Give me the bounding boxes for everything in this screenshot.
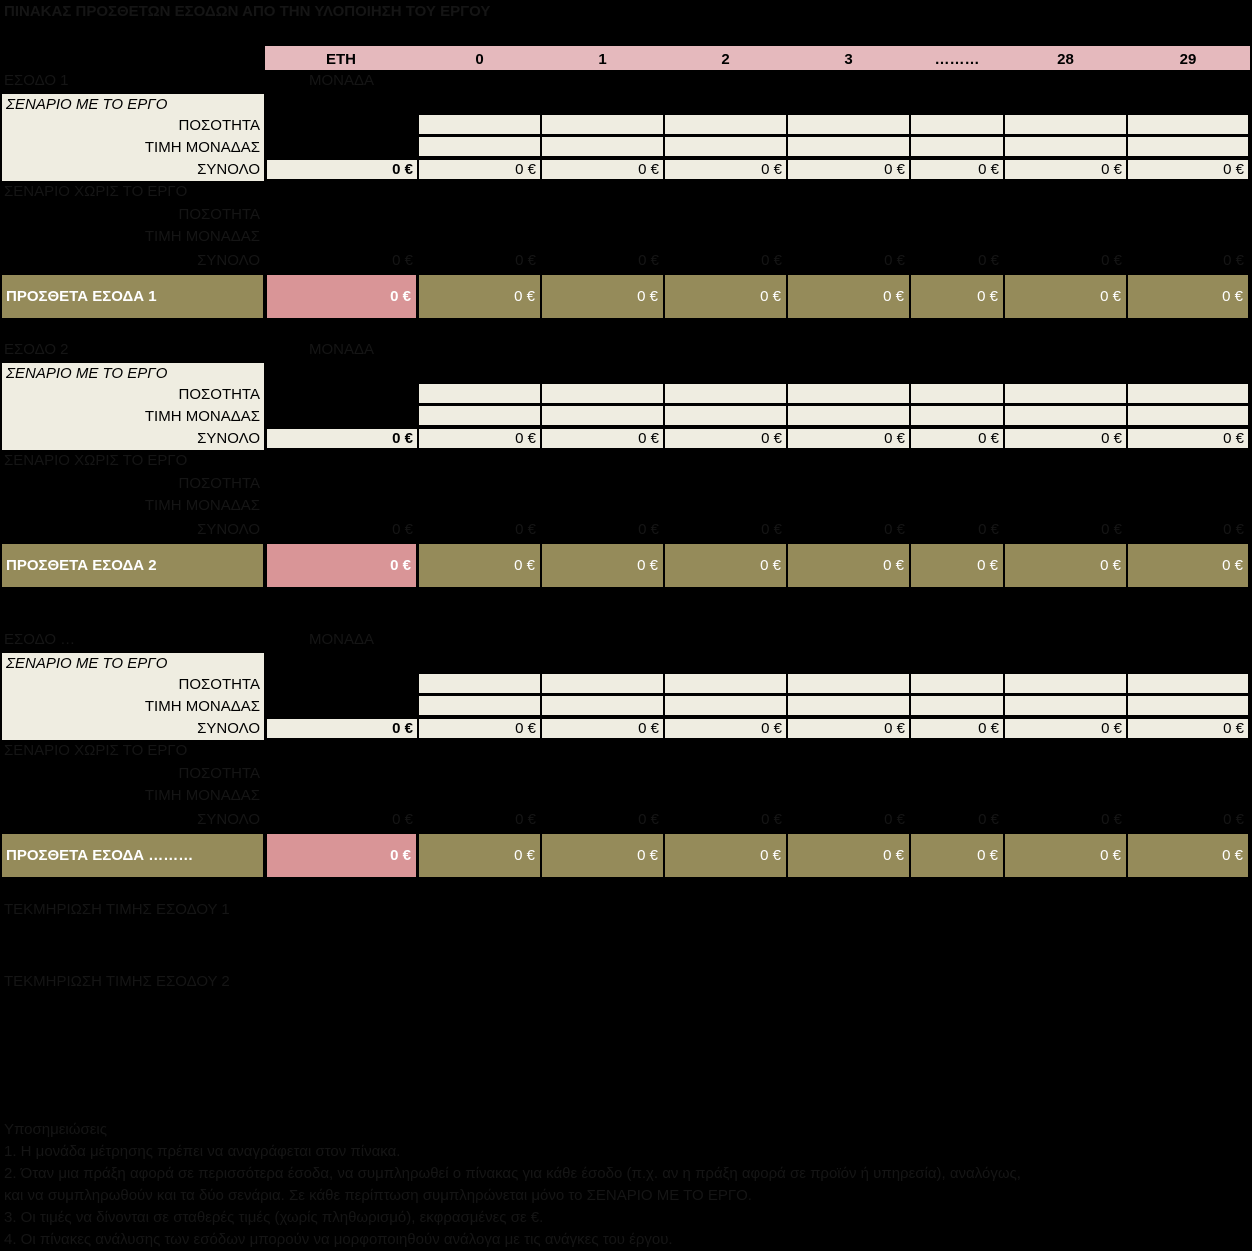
- with-scenario-label: ΣΕΝΑΡΙΟ ΜΕ ΤΟ ΕΡΓΟ: [6, 96, 168, 113]
- quantity-label: ΠΟΣΟΤΗΤΑ: [178, 386, 260, 403]
- without-total-cell: 0 €: [761, 252, 782, 269]
- without-total-cell: 0 €: [978, 521, 999, 538]
- quantity-input[interactable]: [1128, 674, 1248, 693]
- without-quantity-label: ΠΟΣΟΤΗΤΑ: [178, 765, 260, 782]
- without-total-cell: 0 €: [638, 521, 659, 538]
- without-unit-price-label: ΤΙΜΗ ΜΟΝΑΔΑΣ: [144, 787, 260, 804]
- without-total-cell: 0 €: [978, 811, 999, 828]
- with-total-cell: 0 €: [788, 719, 909, 738]
- additional-revenue-cell: 0 €: [911, 834, 1003, 877]
- with-total-sum: 0 €: [267, 429, 417, 448]
- unit-price-input[interactable]: [911, 406, 1003, 425]
- unit-price-label: ΤΙΜΗ ΜΟΝΑΔΑΣ: [144, 139, 260, 156]
- header-year-6: 29: [1128, 46, 1248, 70]
- without-total-sum: 0 €: [392, 252, 413, 269]
- with-total-cell: 0 €: [665, 160, 786, 179]
- additional-revenue-total: 0 €: [267, 834, 416, 877]
- quantity-label: ΠΟΣΟΤΗΤΑ: [178, 676, 260, 693]
- unit-price-input[interactable]: [1005, 137, 1126, 156]
- additional-revenue-cell: 0 €: [542, 834, 663, 877]
- with-scenario-label: ΣΕΝΑΡΙΟ ΜΕ ΤΟ ΕΡΓΟ: [6, 655, 168, 672]
- without-total-cell: 0 €: [761, 521, 782, 538]
- unit-price-input[interactable]: [542, 137, 663, 156]
- without-total-cell: 0 €: [1223, 811, 1244, 828]
- header-year-0: 0: [419, 46, 540, 70]
- quantity-input[interactable]: [419, 674, 540, 693]
- quantity-input[interactable]: [665, 384, 786, 403]
- quantity-input[interactable]: [542, 674, 663, 693]
- additional-revenue-label: ΠΡΟΣΘΕΤΑ ΕΣΟΔΑ 2: [2, 544, 263, 587]
- with-total-cell: 0 €: [788, 429, 909, 448]
- quantity-input[interactable]: [1005, 115, 1126, 134]
- quantity-input[interactable]: [542, 115, 663, 134]
- unit-price-input[interactable]: [665, 406, 786, 425]
- header-year-5: 28: [1005, 46, 1126, 70]
- with-total-sum: 0 €: [267, 160, 417, 179]
- without-scenario-label: ΣΕΝΑΡΙΟ ΧΩΡΙΣ ΤΟ ΕΡΓΟ: [4, 183, 188, 200]
- without-total-cell: 0 €: [1223, 521, 1244, 538]
- without-total-cell: 0 €: [1101, 811, 1122, 828]
- additional-revenue-cell: 0 €: [1005, 834, 1126, 877]
- without-total-cell: 0 €: [1101, 521, 1122, 538]
- total-label: ΣΥΝΟΛΟ: [197, 720, 260, 737]
- quantity-input[interactable]: [911, 115, 1003, 134]
- total-label: ΣΥΝΟΛΟ: [197, 161, 260, 178]
- without-total-cell: 0 €: [761, 811, 782, 828]
- unit-price-input[interactable]: [788, 137, 909, 156]
- footnote: 2. Όταν μια πράξη αφορά σε περισσότερα έσοδα, να συμπληρωθεί ο πίνακας για κάθε έσοδο (π.χ. αν η πράξη αφορά σε προϊόν ή υπηρεσία), αναλόγως,: [4, 1165, 1021, 1182]
- quantity-label: ΠΟΣΟΤΗΤΑ: [178, 117, 260, 134]
- without-total-sum: 0 €: [392, 521, 413, 538]
- quantity-input[interactable]: [419, 384, 540, 403]
- with-total-cell: 0 €: [1128, 160, 1248, 179]
- with-scenario-label: ΣΕΝΑΡΙΟ ΜΕ ΤΟ ΕΡΓΟ: [6, 365, 168, 382]
- footnote: και να συμπληρωθούν και τα δύο σενάρια. Σε κάθε περίπτωση συμπληρώνεται μόνο το ΣΕΝΑΡΙΟ ΜΕ ΤΟ ΕΡΓΟ.: [4, 1187, 752, 1204]
- with-total-cell: 0 €: [542, 719, 663, 738]
- footnote: 1. Η μονάδα μέτρησης πρέπει να αναγράφεται στον πίνακα.: [4, 1143, 401, 1160]
- unit-price-input[interactable]: [788, 696, 909, 715]
- without-unit-price-label: ΤΙΜΗ ΜΟΝΑΔΑΣ: [144, 228, 260, 245]
- unit-price-label: ΤΙΜΗ ΜΟΝΑΔΑΣ: [144, 408, 260, 425]
- unit-price-input[interactable]: [1128, 137, 1248, 156]
- unit-price-input[interactable]: [419, 406, 540, 425]
- additional-revenue-cell: 0 €: [788, 834, 909, 877]
- product-label: ΕΣΟΔΟ 1: [4, 72, 69, 89]
- quantity-input[interactable]: [542, 384, 663, 403]
- quantity-input[interactable]: [911, 384, 1003, 403]
- price-note-1: ΤΕΚΜΗΡΙΩΣΗ ΤΙΜΗΣ ΕΣΟΔΟΥ 1: [4, 901, 230, 918]
- with-total-cell: 0 €: [1005, 160, 1126, 179]
- with-total-cell: 0 €: [542, 160, 663, 179]
- without-total-cell: 0 €: [638, 811, 659, 828]
- with-total-cell: 0 €: [788, 160, 909, 179]
- header-year-1: 1: [542, 46, 663, 70]
- unit-price-input[interactable]: [665, 137, 786, 156]
- additional-revenue-cell: 0 €: [1005, 275, 1126, 318]
- without-total-cell: 0 €: [884, 252, 905, 269]
- without-total-label: ΣΥΝΟΛΟ: [197, 811, 260, 828]
- with-total-cell: 0 €: [665, 429, 786, 448]
- without-total-cell: 0 €: [884, 811, 905, 828]
- with-total-cell: 0 €: [419, 719, 540, 738]
- unit-price-input[interactable]: [911, 696, 1003, 715]
- unit-price-input[interactable]: [542, 696, 663, 715]
- notes-title: Υποσημειώσεις: [4, 1121, 107, 1138]
- page-title: ΠΙΝΑΚΑΣ ΠΡΟΣΘΕΤΩΝ ΕΣΟΔΩΝ ΑΠΟ ΤΗΝ ΥΛΟΠΟΙΗΣΗ ΤΟΥ ΕΡΓΟΥ: [4, 3, 491, 20]
- additional-revenue-label: ΠΡΟΣΘΕΤΑ ΕΣΟΔΑ ………: [2, 834, 263, 877]
- unit-price-input[interactable]: [911, 137, 1003, 156]
- additional-revenue-cell: 0 €: [419, 834, 540, 877]
- unit-price-input[interactable]: [542, 406, 663, 425]
- quantity-input[interactable]: [665, 674, 786, 693]
- product-label: ΕΣΟΔΟ 2: [4, 341, 69, 358]
- quantity-input[interactable]: [788, 674, 909, 693]
- with-total-cell: 0 €: [419, 429, 540, 448]
- additional-revenue-cell: 0 €: [1005, 544, 1126, 587]
- header-year-4: ………: [911, 46, 1003, 70]
- quantity-input[interactable]: [788, 384, 909, 403]
- additional-revenue-cell: 0 €: [419, 275, 540, 318]
- additional-revenue-cell: 0 €: [665, 275, 786, 318]
- additional-revenue-cell: 0 €: [1128, 275, 1248, 318]
- additional-revenue-total: 0 €: [267, 275, 416, 318]
- without-quantity-label: ΠΟΣΟΤΗΤΑ: [178, 206, 260, 223]
- additional-revenue-cell: 0 €: [1128, 834, 1248, 877]
- with-total-cell: 0 €: [665, 719, 786, 738]
- additional-revenue-cell: 0 €: [788, 544, 909, 587]
- quantity-input[interactable]: [788, 115, 909, 134]
- product-label: ΕΣΟΔΟ …: [4, 631, 76, 648]
- with-total-cell: 0 €: [1005, 429, 1126, 448]
- without-scenario-label: ΣΕΝΑΡΙΟ ΧΩΡΙΣ ΤΟ ΕΡΓΟ: [4, 452, 188, 469]
- footnote: 4. Οι πίνακες ανάλυσης των εσόδων μπορούν να μορφοποιηθούν ανάλογα με τις ανάγκες του έργου.: [4, 1231, 673, 1248]
- additional-revenue-cell: 0 €: [542, 544, 663, 587]
- additional-revenue-cell: 0 €: [911, 275, 1003, 318]
- without-total-label: ΣΥΝΟΛΟ: [197, 252, 260, 269]
- without-quantity-label: ΠΟΣΟΤΗΤΑ: [178, 475, 260, 492]
- quantity-input[interactable]: [419, 115, 540, 134]
- additional-revenue-cell: 0 €: [419, 544, 540, 587]
- quantity-input[interactable]: [1005, 674, 1126, 693]
- with-total-cell: 0 €: [419, 160, 540, 179]
- with-total-sum: 0 €: [267, 719, 417, 738]
- unit-price-input[interactable]: [1005, 406, 1126, 425]
- with-total-cell: 0 €: [911, 160, 1003, 179]
- unit-label: ΜΟΝΑΔΑ: [309, 341, 375, 358]
- quantity-input[interactable]: [665, 115, 786, 134]
- without-total-cell: 0 €: [515, 811, 536, 828]
- additional-revenue-cell: 0 €: [665, 544, 786, 587]
- additional-revenue-cell: 0 €: [542, 275, 663, 318]
- without-total-cell: 0 €: [884, 521, 905, 538]
- with-total-cell: 0 €: [911, 719, 1003, 738]
- without-total-cell: 0 €: [515, 252, 536, 269]
- quantity-input[interactable]: [911, 674, 1003, 693]
- footnote: 3. Οι τιμές να δίνονται σε σταθερές τιμές (χωρίς πληθωρισμό), εκφρασμένες σε €.: [4, 1209, 544, 1226]
- without-total-cell: 0 €: [638, 252, 659, 269]
- without-scenario-label: ΣΕΝΑΡΙΟ ΧΩΡΙΣ ΤΟ ΕΡΓΟ: [4, 742, 188, 759]
- without-total-cell: 0 €: [1101, 252, 1122, 269]
- quantity-input[interactable]: [1005, 384, 1126, 403]
- header-year-2: 2: [665, 46, 786, 70]
- with-total-cell: 0 €: [1128, 719, 1248, 738]
- without-total-cell: 0 €: [515, 521, 536, 538]
- additional-revenue-cell: 0 €: [788, 275, 909, 318]
- additional-revenue-cell: 0 €: [665, 834, 786, 877]
- unit-price-input[interactable]: [419, 137, 540, 156]
- header-years-label: ΕΤΗ: [265, 46, 417, 70]
- total-label: ΣΥΝΟΛΟ: [197, 430, 260, 447]
- with-total-cell: 0 €: [1128, 429, 1248, 448]
- without-total-sum: 0 €: [392, 811, 413, 828]
- unit-price-input[interactable]: [665, 696, 786, 715]
- unit-price-input[interactable]: [1128, 406, 1248, 425]
- additional-revenue-cell: 0 €: [911, 544, 1003, 587]
- without-total-cell: 0 €: [978, 252, 999, 269]
- without-total-cell: 0 €: [1223, 252, 1244, 269]
- without-unit-price-label: ΤΙΜΗ ΜΟΝΑΔΑΣ: [144, 497, 260, 514]
- without-total-label: ΣΥΝΟΛΟ: [197, 521, 260, 538]
- unit-price-input[interactable]: [1005, 696, 1126, 715]
- header-year-3: 3: [788, 46, 909, 70]
- unit-label: ΜΟΝΑΔΑ: [309, 72, 375, 89]
- unit-price-input[interactable]: [1128, 696, 1248, 715]
- with-total-cell: 0 €: [542, 429, 663, 448]
- additional-revenue-total: 0 €: [267, 544, 416, 587]
- with-total-cell: 0 €: [911, 429, 1003, 448]
- price-note-2: ΤΕΚΜΗΡΙΩΣΗ ΤΙΜΗΣ ΕΣΟΔΟΥ 2: [4, 973, 230, 990]
- additional-revenue-label: ΠΡΟΣΘΕΤΑ ΕΣΟΔΑ 1: [2, 275, 263, 318]
- quantity-input[interactable]: [1128, 115, 1248, 134]
- unit-price-input[interactable]: [788, 406, 909, 425]
- quantity-input[interactable]: [1128, 384, 1248, 403]
- with-total-cell: 0 €: [1005, 719, 1126, 738]
- unit-price-input[interactable]: [419, 696, 540, 715]
- unit-price-label: ΤΙΜΗ ΜΟΝΑΔΑΣ: [144, 698, 260, 715]
- additional-revenue-cell: 0 €: [1128, 544, 1248, 587]
- unit-label: ΜΟΝΑΔΑ: [309, 631, 375, 648]
